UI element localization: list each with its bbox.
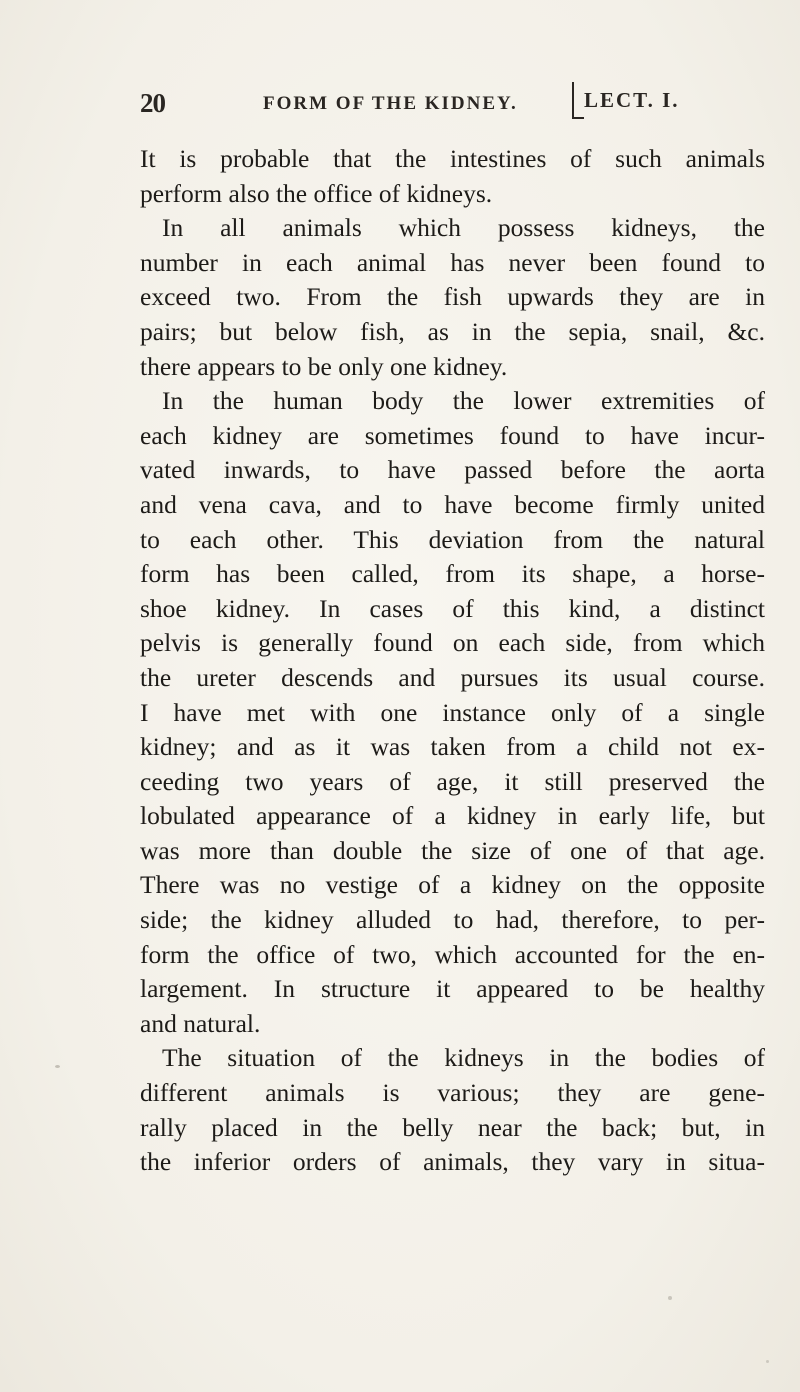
text-line: different animals is various; they are gene-	[140, 1078, 765, 1108]
text-line: lobulated appearance of a kidney in early life, but	[140, 801, 765, 831]
text-line: The situation of the kidneys in the bodies of	[162, 1043, 765, 1073]
text-line: In the human body the lower extremities of	[162, 386, 765, 416]
text-line: to each other. This deviation from the natural	[140, 524, 765, 554]
text-line: side; the kidney alluded to had, therefore, to per-	[140, 905, 765, 935]
text-line: It is probable that the intestines of such animals	[140, 144, 765, 173]
running-header	[140, 88, 765, 118]
text-line: largement. In structure it appeared to be healthy	[140, 974, 765, 1004]
text-line: In all animals which possess kidneys, the	[162, 213, 765, 243]
print-speck	[668, 1296, 672, 1300]
lecture-reference: LECT. I.	[584, 88, 680, 112]
text-line: was more than double the size of one of that age.	[140, 835, 765, 865]
text-line: vated inwards, to have passed before the aorta	[140, 455, 765, 485]
print-speck	[55, 1065, 60, 1068]
text-line: There was no vestige of a kidney on the opposite	[140, 870, 765, 900]
text-line: kidney; and as it was taken from a child not ex-	[140, 732, 765, 762]
page-number: 20	[140, 88, 165, 118]
text-line: I have met with one instance only of a single	[140, 697, 765, 727]
text-line: form the office of two, which accounted for the en-	[140, 939, 765, 969]
text-line: exceed two. From the fish upwards they are in	[140, 282, 765, 312]
text-line: and natural.	[140, 1008, 261, 1038]
text-line: shoe kidney. In cases of this kind, a distinct	[140, 593, 765, 623]
text-line: there appears to be only one kidney.	[140, 351, 508, 381]
text-line: form has been called, from its shape, a horse-	[140, 559, 765, 589]
print-speck	[766, 1360, 769, 1363]
text-line: and vena cava, and to have become firmly united	[140, 489, 765, 519]
text-line: each kidney are sometimes found to have incur-	[140, 420, 765, 450]
text-line: perform also the office of kidneys.	[140, 178, 493, 208]
body-text	[140, 142, 765, 1180]
text-line: ceeding two years of age, it still preserved the	[140, 766, 765, 796]
running-title: FORM OF THE KIDNEY.	[263, 93, 518, 114]
text-line: number in each animal has never been found to	[140, 247, 765, 277]
text-line: the ureter descends and pursues its usual course.	[140, 662, 765, 692]
text-line: the inferior orders of animals, they vary in situa-	[140, 1147, 765, 1177]
text-line: rally placed in the belly near the back; but, in	[140, 1112, 765, 1142]
text-line: pelvis is generally found on each side, from which	[140, 628, 765, 658]
text-line: pairs; but below fish, as in the sepia, snail, &c.	[140, 316, 765, 346]
